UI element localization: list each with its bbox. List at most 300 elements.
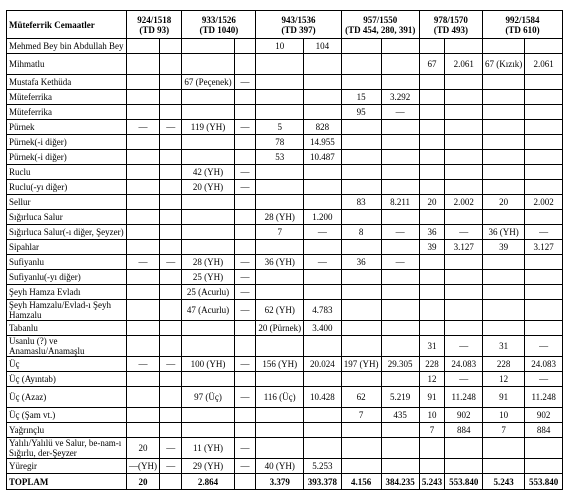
- revenue-cell: [304, 438, 342, 459]
- household-count-cell: [256, 54, 304, 75]
- household-count-cell: —: [127, 255, 160, 270]
- household-count-cell: [341, 372, 381, 387]
- household-count-cell: [256, 195, 304, 210]
- revenue-cell: [381, 321, 419, 336]
- revenue-cell: [525, 135, 563, 150]
- household-count-cell: [341, 240, 381, 255]
- revenue-cell: —: [160, 255, 182, 270]
- revenue-cell: [234, 90, 256, 105]
- household-count-cell: [256, 270, 304, 285]
- revenue-cell: 828: [304, 120, 342, 135]
- household-count-cell: [182, 321, 234, 336]
- revenue-cell: [381, 39, 419, 54]
- table-row: [7, 225, 563, 240]
- household-count-cell: [341, 75, 381, 90]
- revenue-cell: [234, 240, 256, 255]
- household-count-cell: 228: [419, 357, 445, 372]
- revenue-cell: [160, 240, 182, 255]
- revenue-cell: —: [234, 285, 256, 300]
- revenue-cell: 393.378: [304, 474, 342, 490]
- household-count-cell: 39: [483, 240, 525, 255]
- table-row: [7, 195, 563, 210]
- revenue-cell: [525, 255, 563, 270]
- household-count-cell: [256, 285, 304, 300]
- household-count-cell: 4.156: [341, 474, 381, 490]
- row-label: Müteferrika: [7, 105, 127, 120]
- table-row: [7, 408, 563, 423]
- header-col-6: 992/1584 (TD 610): [483, 11, 563, 39]
- table-row: [7, 105, 563, 120]
- row-label: Sellur: [7, 195, 127, 210]
- revenue-cell: [525, 150, 563, 165]
- household-count-cell: 95: [341, 105, 381, 120]
- revenue-cell: [525, 459, 563, 474]
- row-label: Üç (Azaz): [7, 387, 127, 408]
- revenue-cell: [381, 270, 419, 285]
- revenue-cell: 11.248: [445, 387, 483, 408]
- revenue-cell: 884: [525, 423, 563, 438]
- revenue-cell: [381, 285, 419, 300]
- revenue-cell: 2.061: [525, 54, 563, 75]
- revenue-cell: [304, 75, 342, 90]
- table-row: [7, 270, 563, 285]
- revenue-cell: —: [234, 180, 256, 195]
- revenue-cell: 24.083: [445, 357, 483, 372]
- household-count-cell: 67 (Kızık): [483, 54, 525, 75]
- table-row: [7, 120, 563, 135]
- household-count-cell: 3.379: [256, 474, 304, 490]
- household-count-cell: 7: [256, 225, 304, 240]
- table-row: [7, 180, 563, 195]
- household-count-cell: [341, 120, 381, 135]
- household-count-cell: [341, 54, 381, 75]
- revenue-cell: [234, 474, 256, 490]
- revenue-cell: 3.292: [381, 90, 419, 105]
- revenue-cell: 3.127: [445, 240, 483, 255]
- household-count-cell: 116 (Üç): [256, 387, 304, 408]
- header-title: Müteferrik Cemaatler: [7, 11, 127, 39]
- household-count-cell: 20 (YH): [182, 180, 234, 195]
- header-col-1: 924/1518 (TD 93): [127, 11, 182, 39]
- household-count-cell: 7: [483, 423, 525, 438]
- household-count-cell: 197 (YH): [341, 357, 381, 372]
- revenue-cell: 10.428: [304, 387, 342, 408]
- revenue-cell: [304, 180, 342, 195]
- revenue-cell: [381, 210, 419, 225]
- household-count-cell: [182, 372, 234, 387]
- revenue-cell: [525, 321, 563, 336]
- household-count-cell: [127, 240, 160, 255]
- revenue-cell: —: [234, 75, 256, 90]
- revenue-cell: —: [160, 438, 182, 459]
- household-count-cell: 78: [256, 135, 304, 150]
- household-count-cell: [182, 135, 234, 150]
- revenue-cell: —: [304, 255, 342, 270]
- revenue-cell: [234, 54, 256, 75]
- revenue-cell: [234, 372, 256, 387]
- household-count-cell: 8: [341, 225, 381, 240]
- row-label: Pürnek: [7, 120, 127, 135]
- revenue-cell: [445, 180, 483, 195]
- revenue-cell: [234, 336, 256, 357]
- row-label: Sufiyanlu: [7, 255, 127, 270]
- revenue-cell: [445, 270, 483, 285]
- household-count-cell: [256, 180, 304, 195]
- revenue-cell: [304, 90, 342, 105]
- revenue-cell: [160, 321, 182, 336]
- row-label: Sipahlar: [7, 240, 127, 255]
- household-count-cell: [483, 210, 525, 225]
- revenue-cell: [525, 120, 563, 135]
- household-count-cell: [256, 336, 304, 357]
- revenue-cell: [234, 135, 256, 150]
- table-row: [7, 357, 563, 372]
- household-count-cell: [341, 135, 381, 150]
- household-count-cell: [341, 180, 381, 195]
- revenue-cell: [445, 165, 483, 180]
- table-row: [7, 255, 563, 270]
- household-count-cell: [256, 438, 304, 459]
- household-count-cell: 42 (YH): [182, 165, 234, 180]
- revenue-cell: [234, 150, 256, 165]
- household-count-cell: —: [127, 357, 160, 372]
- household-count-cell: [483, 90, 525, 105]
- revenue-cell: —: [234, 255, 256, 270]
- revenue-cell: [381, 135, 419, 150]
- household-count-cell: —: [127, 120, 160, 135]
- revenue-cell: [525, 300, 563, 321]
- revenue-cell: 20.024: [304, 357, 342, 372]
- revenue-cell: [525, 285, 563, 300]
- revenue-cell: [234, 321, 256, 336]
- household-count-cell: [419, 459, 445, 474]
- table-row: [7, 372, 563, 387]
- revenue-cell: [445, 438, 483, 459]
- revenue-cell: —: [525, 372, 563, 387]
- table-row: [7, 90, 563, 105]
- household-count-cell: [127, 210, 160, 225]
- row-label: Sığırluca Salur: [7, 210, 127, 225]
- household-count-cell: 97 (Üç): [182, 387, 234, 408]
- household-count-cell: [419, 90, 445, 105]
- household-count-cell: 12: [483, 372, 525, 387]
- household-count-cell: [419, 120, 445, 135]
- table-row: [7, 387, 563, 408]
- household-count-cell: [182, 90, 234, 105]
- revenue-cell: [445, 300, 483, 321]
- revenue-cell: [525, 105, 563, 120]
- revenue-cell: [525, 210, 563, 225]
- household-count-cell: [127, 300, 160, 321]
- revenue-cell: [381, 438, 419, 459]
- revenue-cell: —: [445, 225, 483, 240]
- row-label: Pürnek(-i diğer): [7, 135, 127, 150]
- household-count-cell: [127, 321, 160, 336]
- revenue-cell: 8.211: [381, 195, 419, 210]
- household-count-cell: 12: [419, 372, 445, 387]
- household-count-cell: [182, 336, 234, 357]
- household-count-cell: [256, 165, 304, 180]
- row-label: Mustafa Kethüda: [7, 75, 127, 90]
- row-label: Mehmed Bey bin Abdullah Bey: [7, 39, 127, 54]
- revenue-cell: [525, 180, 563, 195]
- household-count-cell: 10: [419, 408, 445, 423]
- revenue-cell: [445, 135, 483, 150]
- household-count-cell: [127, 165, 160, 180]
- household-count-cell: [483, 438, 525, 459]
- revenue-cell: 553.840: [525, 474, 563, 490]
- revenue-cell: —: [525, 225, 563, 240]
- revenue-cell: —: [445, 372, 483, 387]
- revenue-cell: 3.400: [304, 321, 342, 336]
- household-count-cell: [182, 225, 234, 240]
- revenue-cell: [160, 150, 182, 165]
- row-label: Üç (Şam vt.): [7, 408, 127, 423]
- revenue-cell: 2.061: [445, 54, 483, 75]
- household-count-cell: [341, 459, 381, 474]
- revenue-cell: —: [381, 255, 419, 270]
- revenue-cell: —: [234, 270, 256, 285]
- revenue-cell: [445, 459, 483, 474]
- revenue-cell: [445, 75, 483, 90]
- household-count-cell: 25 (YH): [182, 270, 234, 285]
- table-row: [7, 75, 563, 90]
- household-count-cell: 10: [483, 408, 525, 423]
- revenue-cell: [381, 459, 419, 474]
- household-count-cell: [127, 270, 160, 285]
- revenue-cell: [160, 195, 182, 210]
- revenue-cell: 11.248: [525, 387, 563, 408]
- row-label: Ruclu: [7, 165, 127, 180]
- revenue-cell: 5.253: [304, 459, 342, 474]
- household-count-cell: [341, 39, 381, 54]
- household-count-cell: [127, 135, 160, 150]
- household-count-cell: [419, 75, 445, 90]
- household-count-cell: [182, 150, 234, 165]
- household-count-cell: [483, 285, 525, 300]
- row-label: Şeyh Hamza Evladı: [7, 285, 127, 300]
- household-count-cell: [127, 75, 160, 90]
- household-count-cell: 36 (YH): [256, 255, 304, 270]
- revenue-cell: [234, 408, 256, 423]
- revenue-cell: [445, 105, 483, 120]
- row-label: TOPLAM: [7, 474, 127, 490]
- header-col-3: 943/1536 (TD 397): [256, 11, 341, 39]
- household-count-cell: [127, 105, 160, 120]
- household-count-cell: [127, 372, 160, 387]
- household-count-cell: 2.864: [182, 474, 234, 490]
- table-row: [7, 438, 563, 459]
- revenue-cell: [304, 240, 342, 255]
- household-count-cell: [341, 150, 381, 165]
- household-count-cell: [341, 438, 381, 459]
- household-count-cell: 29 (YH): [182, 459, 234, 474]
- row-label: Yüregir: [7, 459, 127, 474]
- revenue-cell: [160, 105, 182, 120]
- revenue-cell: —: [234, 459, 256, 474]
- revenue-cell: [160, 285, 182, 300]
- revenue-cell: [445, 210, 483, 225]
- revenue-cell: [381, 120, 419, 135]
- revenue-cell: [234, 39, 256, 54]
- household-count-cell: [483, 120, 525, 135]
- revenue-cell: —: [234, 387, 256, 408]
- table-row: [7, 210, 563, 225]
- revenue-cell: [160, 336, 182, 357]
- table-body: [7, 39, 563, 490]
- household-count-cell: 39: [419, 240, 445, 255]
- revenue-cell: [160, 423, 182, 438]
- revenue-cell: 4.783: [304, 300, 342, 321]
- revenue-cell: 902: [525, 408, 563, 423]
- household-count-cell: —(YH): [127, 459, 160, 474]
- household-count-cell: [483, 165, 525, 180]
- revenue-cell: [525, 75, 563, 90]
- household-count-cell: 11 (YH): [182, 438, 234, 459]
- household-count-cell: [419, 39, 445, 54]
- household-count-cell: 31: [483, 336, 525, 357]
- revenue-cell: [234, 105, 256, 120]
- revenue-cell: 435: [381, 408, 419, 423]
- household-count-cell: [419, 150, 445, 165]
- row-label: Tabanlu: [7, 321, 127, 336]
- household-count-cell: 156 (YH): [256, 357, 304, 372]
- table-row: [7, 321, 563, 336]
- row-label: Ruclu(-yı diğer): [7, 180, 127, 195]
- household-count-cell: [127, 195, 160, 210]
- household-count-cell: 228: [483, 357, 525, 372]
- revenue-cell: [160, 408, 182, 423]
- revenue-cell: [525, 90, 563, 105]
- household-count-cell: [419, 321, 445, 336]
- row-label: Mihmatlu: [7, 54, 127, 75]
- household-count-cell: 53: [256, 150, 304, 165]
- revenue-cell: [234, 195, 256, 210]
- household-count-cell: 25 (Acurlu): [182, 285, 234, 300]
- household-count-cell: [256, 423, 304, 438]
- household-count-cell: 28 (YH): [256, 210, 304, 225]
- revenue-cell: —: [160, 120, 182, 135]
- household-count-cell: 67 (Peçenek): [182, 75, 234, 90]
- household-count-cell: [341, 285, 381, 300]
- revenue-cell: [525, 270, 563, 285]
- household-count-cell: [483, 459, 525, 474]
- household-count-cell: 62 (YH): [256, 300, 304, 321]
- revenue-cell: [525, 39, 563, 54]
- household-count-cell: [182, 240, 234, 255]
- household-count-cell: 91: [483, 387, 525, 408]
- household-count-cell: [127, 54, 160, 75]
- household-count-cell: [483, 321, 525, 336]
- revenue-cell: [445, 321, 483, 336]
- household-count-cell: [182, 54, 234, 75]
- household-count-cell: [341, 321, 381, 336]
- household-count-cell: [483, 255, 525, 270]
- household-count-cell: 20: [127, 474, 160, 490]
- revenue-cell: —: [525, 336, 563, 357]
- household-count-cell: [127, 408, 160, 423]
- household-count-cell: [419, 270, 445, 285]
- revenue-cell: [160, 39, 182, 54]
- household-count-cell: [182, 39, 234, 54]
- row-label: Üç: [7, 357, 127, 372]
- row-label: Yalılı/Yalılü ve Salur, be-nam-ı Sığırlu, der-Şeyzer: [7, 438, 127, 459]
- revenue-cell: [381, 336, 419, 357]
- household-count-cell: [127, 39, 160, 54]
- household-count-cell: [419, 210, 445, 225]
- table-row: [7, 54, 563, 75]
- household-count-cell: 28 (YH): [182, 255, 234, 270]
- revenue-cell: 1.200: [304, 210, 342, 225]
- revenue-cell: [445, 255, 483, 270]
- household-count-cell: [256, 105, 304, 120]
- household-count-cell: [127, 336, 160, 357]
- row-label: Üç (Ayıntab): [7, 372, 127, 387]
- revenue-cell: [160, 270, 182, 285]
- table-container: [6, 10, 563, 490]
- household-count-cell: 83: [341, 195, 381, 210]
- revenue-cell: [445, 39, 483, 54]
- revenue-cell: —: [234, 165, 256, 180]
- household-count-cell: [419, 180, 445, 195]
- revenue-cell: 884: [445, 423, 483, 438]
- household-count-cell: [341, 165, 381, 180]
- revenue-cell: —: [381, 105, 419, 120]
- revenue-cell: [304, 165, 342, 180]
- household-count-cell: [127, 90, 160, 105]
- revenue-cell: [304, 408, 342, 423]
- household-count-cell: [182, 423, 234, 438]
- household-count-cell: [127, 225, 160, 240]
- household-count-cell: [256, 75, 304, 90]
- revenue-cell: —: [234, 357, 256, 372]
- revenue-cell: —: [381, 225, 419, 240]
- revenue-cell: [304, 105, 342, 120]
- revenue-cell: [381, 75, 419, 90]
- household-count-cell: [483, 135, 525, 150]
- household-count-cell: [419, 438, 445, 459]
- household-count-cell: 36: [419, 225, 445, 240]
- household-count-cell: 31: [419, 336, 445, 357]
- row-label: Sufiyanlu(-yı diğer): [7, 270, 127, 285]
- row-label: Sığırluca Salur(-ı diğer, Şeyzer): [7, 225, 127, 240]
- household-count-cell: [182, 210, 234, 225]
- revenue-cell: [160, 75, 182, 90]
- revenue-cell: [445, 120, 483, 135]
- household-count-cell: 20: [127, 438, 160, 459]
- revenue-cell: 24.083: [525, 357, 563, 372]
- revenue-cell: —: [234, 120, 256, 135]
- table-row: [7, 39, 563, 54]
- revenue-cell: 10.487: [304, 150, 342, 165]
- total-row: [7, 474, 563, 490]
- household-count-cell: [483, 39, 525, 54]
- household-count-cell: 36 (YH): [483, 225, 525, 240]
- revenue-cell: [160, 225, 182, 240]
- revenue-cell: —: [234, 300, 256, 321]
- table-row: [7, 165, 563, 180]
- household-count-cell: [483, 300, 525, 321]
- household-count-cell: [341, 210, 381, 225]
- revenue-cell: 553.840: [445, 474, 483, 490]
- household-count-cell: 7: [341, 408, 381, 423]
- header-row: [7, 11, 563, 39]
- household-count-cell: 5.243: [419, 474, 445, 490]
- table-row: [7, 285, 563, 300]
- revenue-cell: 2.002: [445, 195, 483, 210]
- revenue-cell: [160, 135, 182, 150]
- household-count-cell: [341, 336, 381, 357]
